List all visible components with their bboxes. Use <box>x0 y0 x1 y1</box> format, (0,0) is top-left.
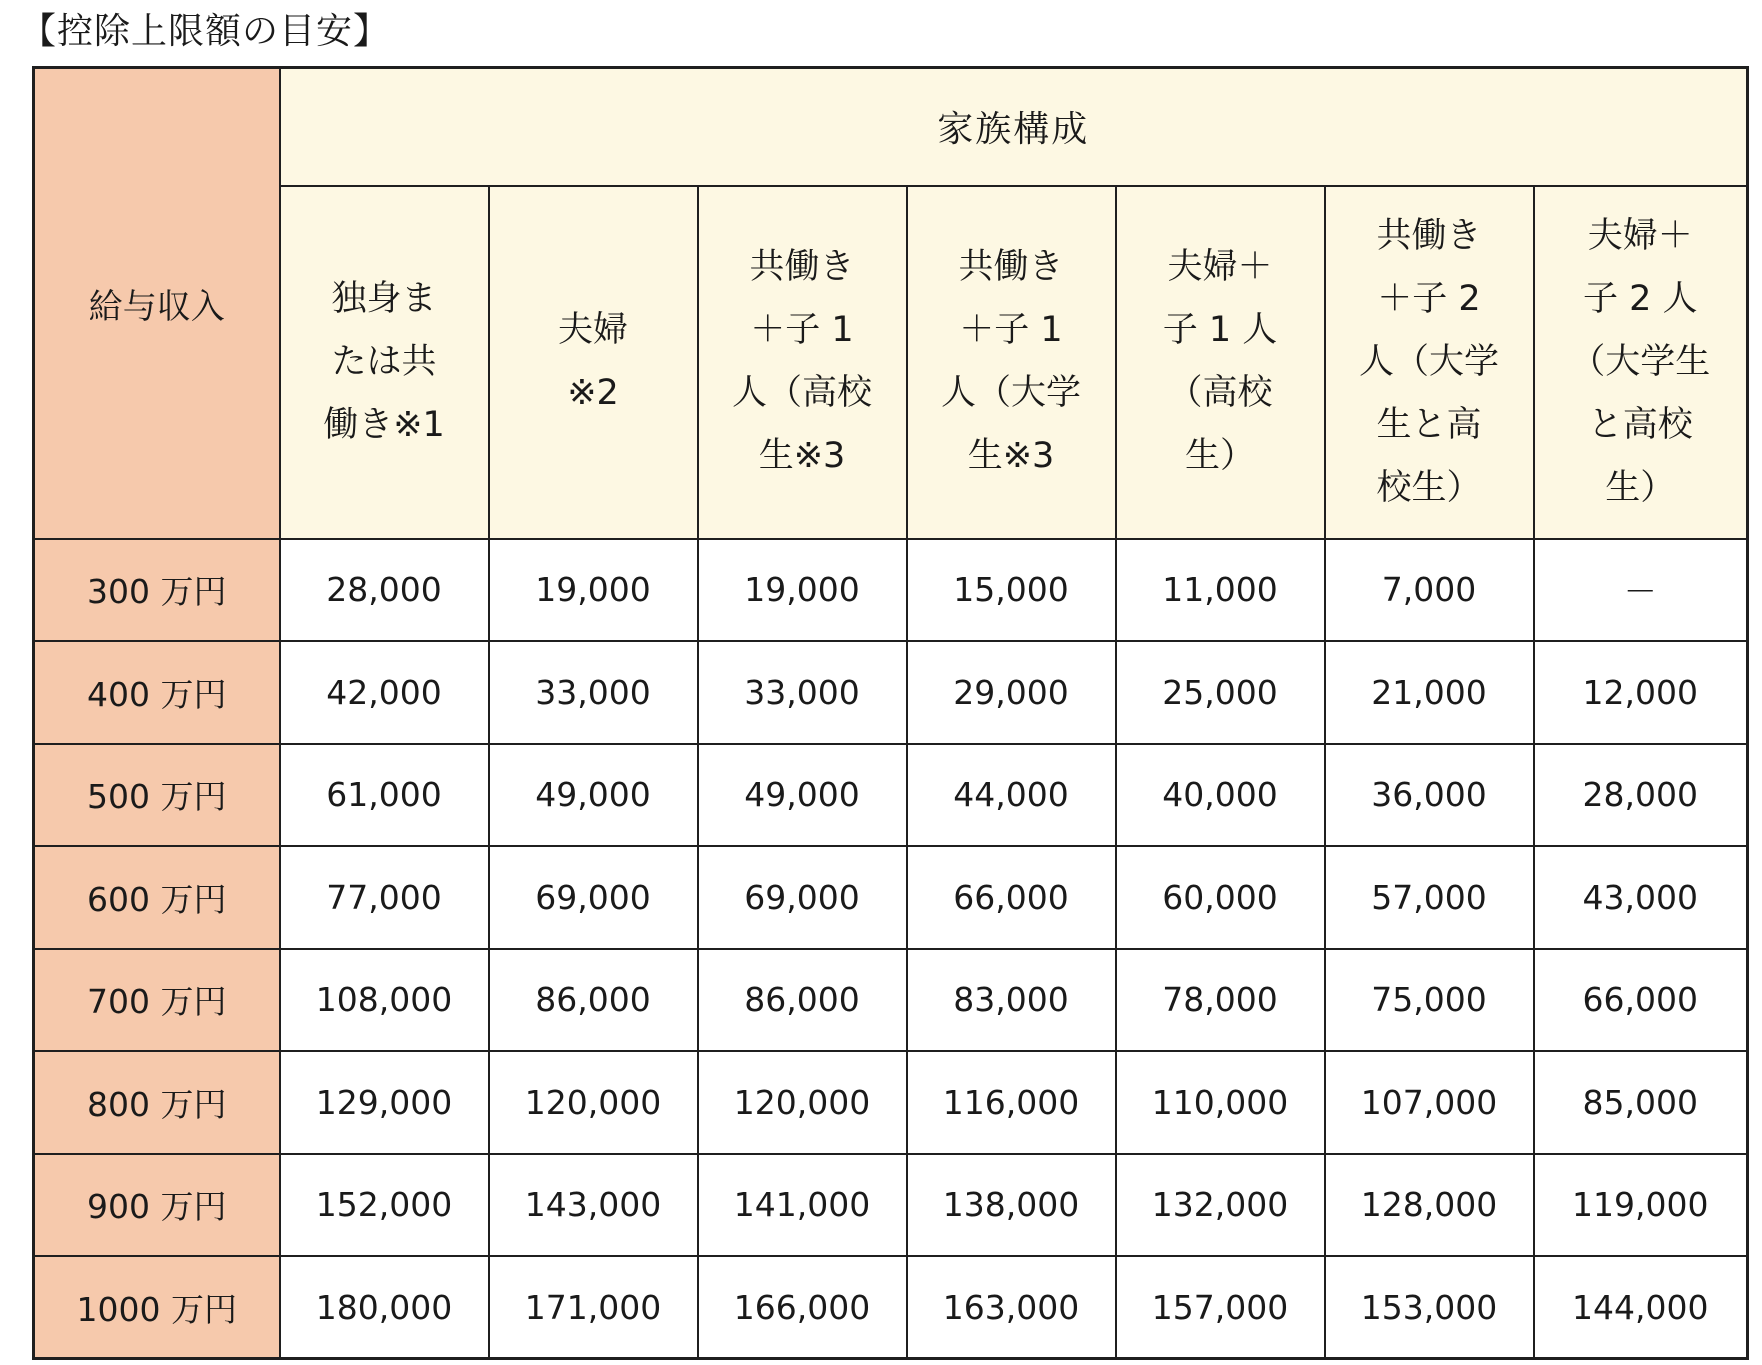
table-cell: 119,000 <box>1534 1154 1748 1257</box>
column-header-couple-1-highschool: 夫婦＋ 子 1 人 （高校 生） <box>1116 186 1325 539</box>
row-header-income: 700 万円 <box>34 949 280 1052</box>
table-cell: 107,000 <box>1325 1051 1534 1154</box>
table-row <box>34 1154 1748 1257</box>
table-cell: 180,000 <box>280 1256 489 1359</box>
table-cell: 129,000 <box>280 1051 489 1154</box>
table-row <box>34 949 1748 1052</box>
table-row <box>34 846 1748 949</box>
table-cell: 36,000 <box>1325 744 1534 847</box>
table-cell: 108,000 <box>280 949 489 1052</box>
table-cell: 86,000 <box>698 949 907 1052</box>
table-cell: 57,000 <box>1325 846 1534 949</box>
page-title: 【控除上限額の目安】 <box>20 11 391 52</box>
table-cell: 120,000 <box>698 1051 907 1154</box>
table-cell: 144,000 <box>1534 1256 1748 1359</box>
table-cell: 86,000 <box>489 949 698 1052</box>
column-header-row <box>34 186 1748 539</box>
row-header-income: 600 万円 <box>34 846 280 949</box>
family-composition-header: 家族構成 <box>280 68 1748 186</box>
table-cell: 44,000 <box>907 744 1116 847</box>
table-body <box>34 539 1748 1359</box>
column-header-couple-2-children: 夫婦＋ 子 2 人 （大学生 と高校 生） <box>1534 186 1748 539</box>
table-cell: 19,000 <box>489 539 698 642</box>
table-cell: 78,000 <box>1116 949 1325 1052</box>
table-cell: 143,000 <box>489 1154 698 1257</box>
table-cell: 69,000 <box>489 846 698 949</box>
table-row <box>34 1051 1748 1154</box>
income-column-header: 給与収入 <box>34 68 280 539</box>
table-cell: 49,000 <box>489 744 698 847</box>
row-header-income: 500 万円 <box>34 744 280 847</box>
table-cell: 69,000 <box>698 846 907 949</box>
table-cell: 66,000 <box>907 846 1116 949</box>
table-cell: 153,000 <box>1325 1256 1534 1359</box>
table-cell: 77,000 <box>280 846 489 949</box>
table-cell: 152,000 <box>280 1154 489 1257</box>
row-header-income: 800 万円 <box>34 1051 280 1154</box>
row-header-income: 1000 万円 <box>34 1256 280 1359</box>
table-cell: 163,000 <box>907 1256 1116 1359</box>
table-cell: 33,000 <box>489 641 698 744</box>
column-header-single: 独身ま たは共 働き※1 <box>280 186 489 539</box>
table-row <box>34 539 1748 642</box>
table-cell: 171,000 <box>489 1256 698 1359</box>
table-cell: 28,000 <box>1534 744 1748 847</box>
table-row <box>34 641 1748 744</box>
table-cell: 116,000 <box>907 1051 1116 1154</box>
table-cell: 120,000 <box>489 1051 698 1154</box>
column-header-dual-income-2-children: 共働き ＋子 2 人（大学 生と高 校生） <box>1325 186 1534 539</box>
table-cell: 83,000 <box>907 949 1116 1052</box>
table-cell: 21,000 <box>1325 641 1534 744</box>
table-cell: 42,000 <box>280 641 489 744</box>
table-cell: 7,000 <box>1325 539 1534 642</box>
table-cell: 15,000 <box>907 539 1116 642</box>
table-cell: 61,000 <box>280 744 489 847</box>
table-cell: 25,000 <box>1116 641 1325 744</box>
table-cell: 12,000 <box>1534 641 1748 744</box>
table-row <box>34 1256 1748 1359</box>
table-cell: 11,000 <box>1116 539 1325 642</box>
table-cell: 28,000 <box>280 539 489 642</box>
table-cell: 141,000 <box>698 1154 907 1257</box>
table-cell: 19,000 <box>698 539 907 642</box>
table-cell: 60,000 <box>1116 846 1325 949</box>
table-row <box>34 744 1748 847</box>
table-cell: 157,000 <box>1116 1256 1325 1359</box>
table-cell: 128,000 <box>1325 1154 1534 1257</box>
table-cell: 43,000 <box>1534 846 1748 949</box>
column-header-dual-income-1-highschool: 共働き ＋子 1 人（高校 生※3 <box>698 186 907 539</box>
table-cell: 40,000 <box>1116 744 1325 847</box>
row-header-income: 400 万円 <box>34 641 280 744</box>
table-cell: 66,000 <box>1534 949 1748 1052</box>
table-cell: － <box>1534 539 1748 642</box>
row-header-income: 900 万円 <box>34 1154 280 1257</box>
column-header-dual-income-1-university: 共働き ＋子 1 人（大学 生※3 <box>907 186 1116 539</box>
table-cell: 75,000 <box>1325 949 1534 1052</box>
table-cell: 138,000 <box>907 1154 1116 1257</box>
deduction-limit-table <box>32 66 1749 1360</box>
table-cell: 29,000 <box>907 641 1116 744</box>
table-cell: 110,000 <box>1116 1051 1325 1154</box>
row-header-income: 300 万円 <box>34 539 280 642</box>
table-cell: 166,000 <box>698 1256 907 1359</box>
table-cell: 33,000 <box>698 641 907 744</box>
table-cell: 132,000 <box>1116 1154 1325 1257</box>
table-cell: 85,000 <box>1534 1051 1748 1154</box>
column-header-couple: 夫婦 ※2 <box>489 186 698 539</box>
table-cell: 49,000 <box>698 744 907 847</box>
